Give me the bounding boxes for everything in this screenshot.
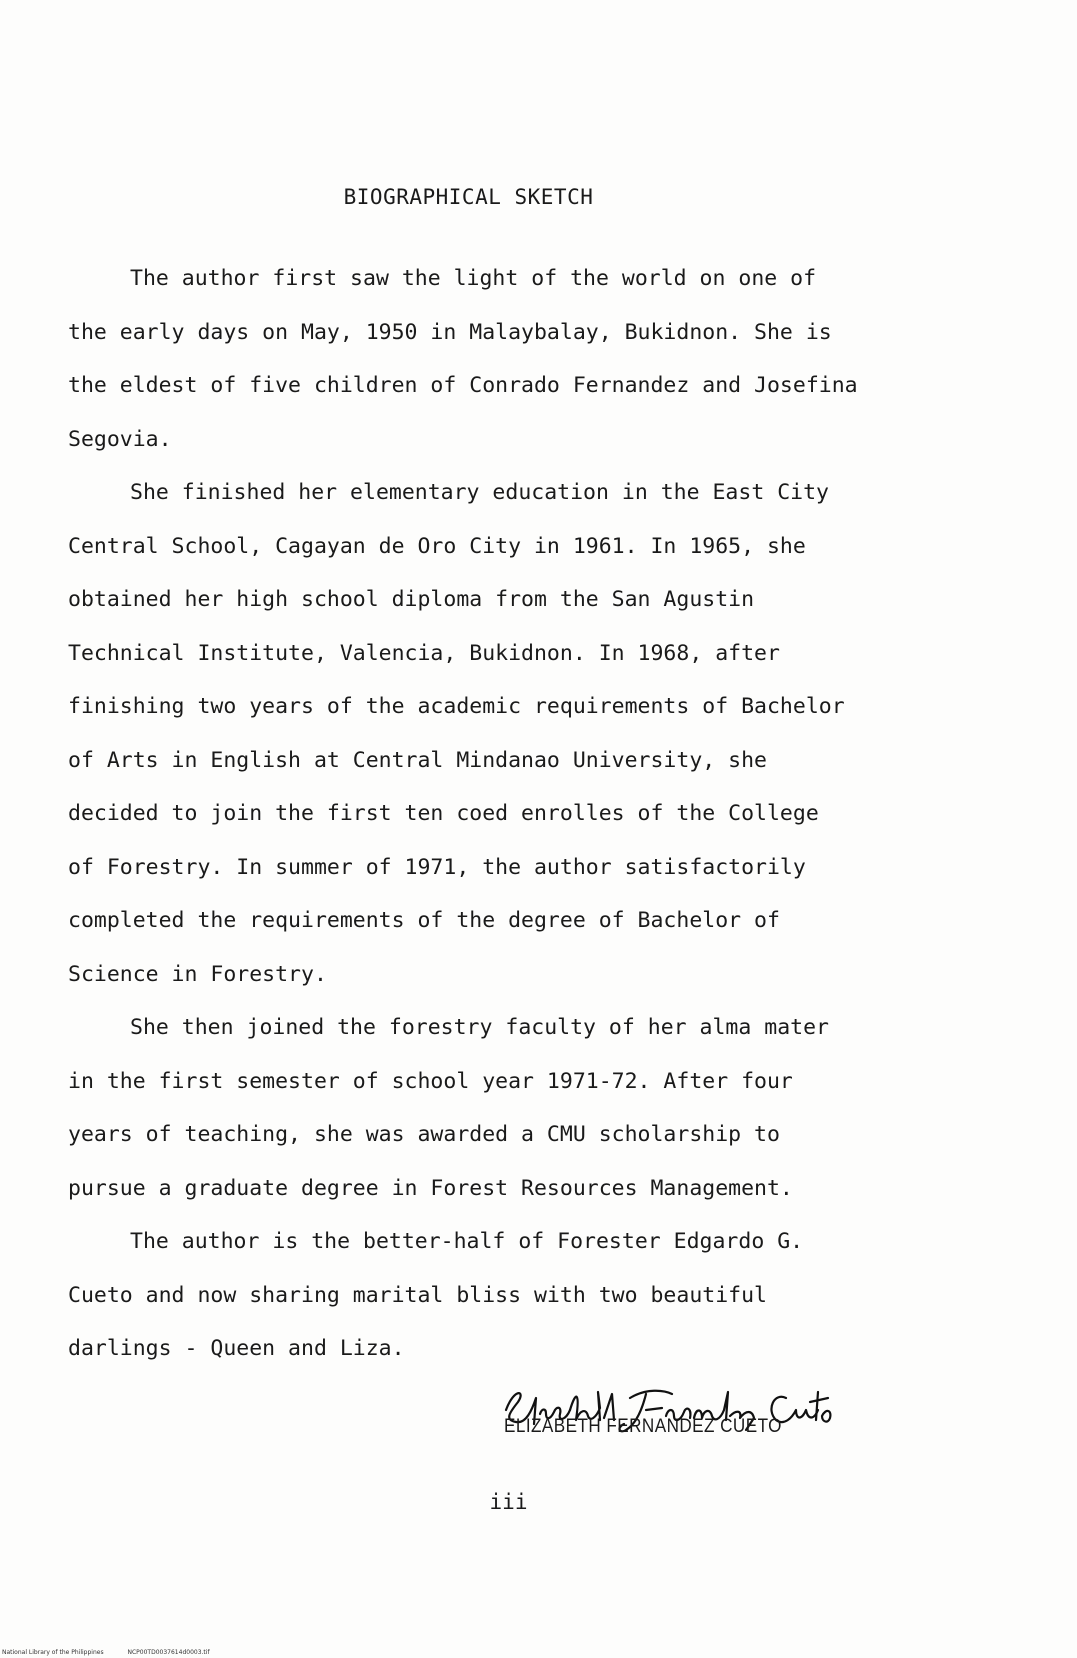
text-line: darlings - Queen and Liza. [68, 1336, 405, 1361]
text-line: decided to join the first ten coed enrolles of the College [68, 801, 819, 826]
text-line: Technical Institute, Valencia, Bukidnon. In 1968, after [68, 640, 780, 666]
text-line: obtained her high school diploma from the San Agustin [68, 587, 755, 612]
footer-file-id: NCP00TD0037614d0003.tif [127, 1649, 210, 1656]
text-line: pursue a graduate degree in Forest Resources Management. [68, 1175, 793, 1201]
paragraph-birth [68, 252, 868, 466]
biography-body [68, 252, 868, 1376]
text-line: She then joined the forestry faculty of her alma mater [130, 1015, 829, 1040]
paragraph-career [68, 1001, 868, 1215]
text-line: of Forestry. In summer of 1971, the author satisfactorily [68, 854, 806, 880]
paragraph-family [68, 1215, 868, 1376]
text-line: of Arts in English at Central Mindanao University, she [68, 747, 767, 773]
text-line: in the first semester of school year 1971-72. After four [68, 1068, 793, 1094]
paragraph-education [68, 466, 868, 1001]
text-line: Science in Forestry. [68, 961, 327, 987]
text-line: Segovia. [68, 426, 172, 452]
page-title: BIOGRAPHICAL SKETCH [343, 185, 594, 209]
page-number: iii [489, 1490, 528, 1514]
text-line: finishing two years of the academic requirements of Bachelor [68, 694, 845, 719]
text-line: Central School, Cagayan de Oro City in 1961. In 1965, she [68, 533, 806, 559]
footer-library: National Library of the Philippines [2, 1649, 104, 1656]
text-line: The author first saw the light of the world on one of [130, 266, 817, 291]
text-line: completed the requirements of the degree of Bachelor of [68, 908, 780, 933]
text-line: Cueto and now sharing marital bliss with two beautiful [68, 1282, 767, 1308]
text-line: years of teaching, she was awarded a CMU scholarship to [68, 1122, 780, 1147]
text-line: The author is the better-half of Forester Edgardo G. [130, 1229, 804, 1254]
signature-block [496, 1380, 836, 1460]
text-line: the eldest of five children of Conrado Fernandez and Josefina [68, 373, 858, 398]
scan-footer [2, 1649, 232, 1656]
text-line: She finished her elementary education in the East City [130, 480, 829, 505]
typed-name: ELIZABETH FERNANDEZ CUETO [504, 1416, 782, 1437]
text-line: the early days on May, 1950 in Malaybalay, Bukidnon. She is [68, 319, 832, 345]
